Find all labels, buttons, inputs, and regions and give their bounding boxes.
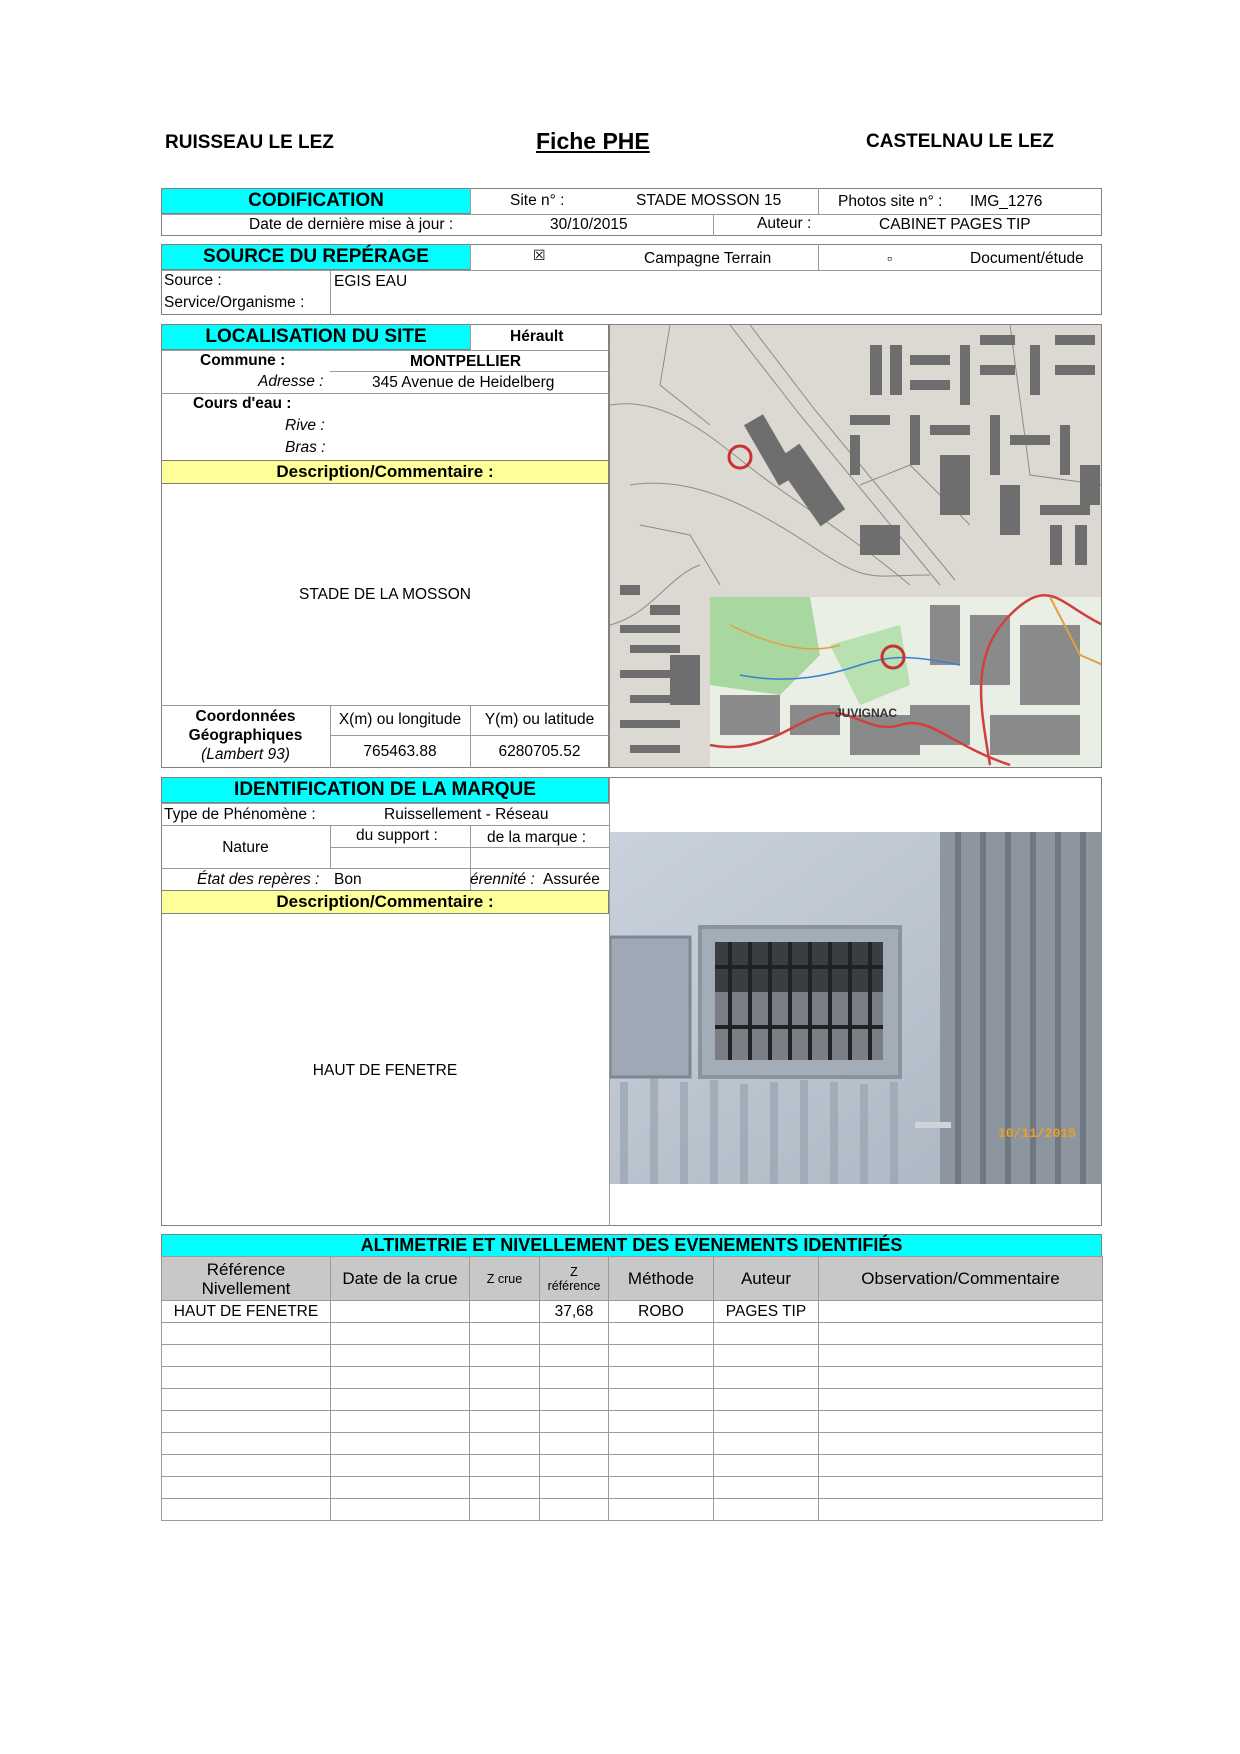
col-methode: Méthode — [609, 1257, 714, 1301]
cell-methode — [609, 1433, 714, 1455]
document-label: Document/étude — [970, 250, 1084, 267]
coord-label-3: (Lambert 93) — [201, 746, 290, 763]
site-label: Site n° : — [510, 192, 565, 209]
table-row — [162, 1301, 1103, 1323]
col-observation: Observation/Commentaire — [819, 1257, 1103, 1301]
etat-value: Bon — [334, 871, 362, 888]
marque-label: de la marque : — [487, 829, 587, 846]
type-value: Ruissellement - Réseau — [384, 806, 549, 823]
cell-obs — [819, 1411, 1103, 1433]
adresse-label: Adresse : — [258, 373, 324, 390]
header-right: CASTELNAU LE LEZ — [866, 131, 1054, 152]
col-auteur: Auteur — [714, 1257, 819, 1301]
page-title: Fiche PHE — [536, 128, 650, 154]
altimetrie-heading: ALTIMETRIE ET NIVELLEMENT DES EVENEMENTS IDENTIFIÉS — [161, 1234, 1102, 1257]
table-row — [162, 1389, 1103, 1411]
y-value: 6280705.52 — [498, 743, 581, 760]
cell-obs — [819, 1323, 1103, 1345]
cadastral-map — [609, 324, 1102, 768]
localisation-heading: LOCALISATION DU SITE — [161, 324, 471, 350]
cell-zcrue — [470, 1389, 540, 1411]
cell-auteur — [714, 1499, 819, 1521]
cell-obs — [819, 1389, 1103, 1411]
cell-ref — [162, 1389, 331, 1411]
y-label: Y(m) ou latitude — [484, 711, 595, 728]
coord-label-1: Coordonnées — [195, 708, 296, 725]
col-zref: Z référence — [540, 1257, 609, 1301]
cell-obs — [819, 1455, 1103, 1477]
x-label: X(m) ou longitude — [338, 711, 462, 728]
table-row — [162, 1411, 1103, 1433]
date-value: 30/10/2015 — [550, 216, 628, 233]
cell-zcrue — [470, 1323, 540, 1345]
cell-zref: 37,68 — [540, 1301, 609, 1323]
cell-ref — [162, 1411, 331, 1433]
commune-value: MONTPELLIER — [410, 353, 522, 370]
col-zcrue: Z crue — [470, 1257, 540, 1301]
col-reference: Référence Nivellement — [162, 1257, 331, 1301]
cell-methode: ROBO — [609, 1301, 714, 1323]
cell-zref — [540, 1389, 609, 1411]
cell-zcrue — [470, 1499, 540, 1521]
support-label: du support : — [356, 827, 438, 844]
rive-label: Rive : — [285, 417, 325, 434]
cell-methode — [609, 1323, 714, 1345]
photo-date-stamp: 10/11/2015 — [998, 1126, 1077, 1141]
cell-date — [331, 1433, 470, 1455]
document-checkbox[interactable]: ▫ — [887, 250, 892, 266]
cell-date — [331, 1301, 470, 1323]
perennite-label: érennité : — [470, 871, 535, 888]
cell-zref — [540, 1367, 609, 1389]
cell-auteur — [714, 1367, 819, 1389]
photos-value: IMG_1276 — [970, 193, 1043, 210]
cell-date — [331, 1477, 470, 1499]
cell-methode — [609, 1499, 714, 1521]
table-row — [162, 1433, 1103, 1455]
auteur-label: Auteur : — [757, 215, 812, 232]
cell-auteur — [714, 1433, 819, 1455]
cell-zcrue — [470, 1455, 540, 1477]
identification-desc-heading: Description/Commentaire : — [161, 890, 609, 914]
cell-zref — [540, 1433, 609, 1455]
cell-obs — [819, 1301, 1103, 1323]
cell-zcrue — [470, 1477, 540, 1499]
cell-auteur — [714, 1477, 819, 1499]
cell-date — [331, 1499, 470, 1521]
col-date: Date de la crue — [331, 1257, 470, 1301]
coord-label-2: Géographiques — [188, 727, 303, 744]
cours-label: Cours d'eau : — [193, 395, 292, 412]
localisation-desc-heading: Description/Commentaire : — [161, 460, 609, 484]
cell-zcrue — [470, 1345, 540, 1367]
identification-desc-value: HAUT DE FENETRE — [312, 1062, 458, 1079]
source-heading: SOURCE DU REPÉRAGE — [161, 244, 471, 270]
cell-zref — [540, 1455, 609, 1477]
source-label: Source : — [164, 272, 222, 289]
nature-label: Nature — [222, 839, 269, 856]
cell-auteur — [714, 1411, 819, 1433]
cell-auteur — [714, 1389, 819, 1411]
cell-date — [331, 1455, 470, 1477]
table-row — [162, 1345, 1103, 1367]
cell-auteur: PAGES TIP — [714, 1301, 819, 1323]
altimetrie-table — [161, 1256, 1103, 1521]
cell-obs — [819, 1345, 1103, 1367]
auteur-value: CABINET PAGES TIP — [879, 216, 1031, 233]
x-value: 765463.88 — [363, 743, 437, 760]
codification-heading: CODIFICATION — [161, 188, 471, 214]
cell-zcrue — [470, 1301, 540, 1323]
campagne-checkbox[interactable]: ☒ — [533, 247, 546, 263]
type-label: Type de Phénomène : — [164, 806, 316, 823]
cell-ref — [162, 1455, 331, 1477]
cell-date — [331, 1323, 470, 1345]
bras-label: Bras : — [285, 439, 326, 456]
cell-ref — [162, 1345, 331, 1367]
cell-ref — [162, 1433, 331, 1455]
cell-zref — [540, 1411, 609, 1433]
table-row — [162, 1499, 1103, 1521]
table-row — [162, 1477, 1103, 1499]
cell-zref — [540, 1345, 609, 1367]
cell-methode — [609, 1345, 714, 1367]
source-value: EGIS EAU — [334, 273, 408, 290]
table-row — [162, 1323, 1103, 1345]
cell-zcrue — [470, 1433, 540, 1455]
commune-label: Commune : — [200, 352, 286, 369]
cell-methode — [609, 1389, 714, 1411]
localisation-desc-value: STADE DE LA MOSSON — [299, 586, 471, 603]
header-left: RUISSEAU LE LEZ — [165, 132, 334, 153]
cell-zref — [540, 1499, 609, 1521]
table-row — [162, 1455, 1103, 1477]
cell-ref — [162, 1477, 331, 1499]
date-label: Date de dernière mise à jour : — [249, 216, 454, 233]
cell-date — [331, 1411, 470, 1433]
cell-ref: HAUT DE FENETRE — [162, 1301, 331, 1323]
cell-methode — [609, 1367, 714, 1389]
cell-zcrue — [470, 1367, 540, 1389]
service-label: Service/Organisme : — [164, 294, 305, 311]
cell-date — [331, 1389, 470, 1411]
site-photo — [610, 832, 1102, 1184]
identification-heading: IDENTIFICATION DE LA MARQUE — [161, 777, 609, 803]
cell-date — [331, 1367, 470, 1389]
cell-obs — [819, 1367, 1103, 1389]
cell-zcrue — [470, 1411, 540, 1433]
cell-obs — [819, 1433, 1103, 1455]
adresse-value: 345 Avenue de Heidelberg — [372, 374, 555, 391]
map-place-label: JUVIGNAC — [835, 706, 898, 720]
cell-ref — [162, 1367, 331, 1389]
site-value: STADE MOSSON 15 — [636, 192, 782, 209]
cell-obs — [819, 1499, 1103, 1521]
table-header-row — [162, 1257, 1103, 1301]
cell-auteur — [714, 1323, 819, 1345]
perennite-value: Assurée — [543, 871, 600, 888]
cell-date — [331, 1345, 470, 1367]
table-row — [162, 1367, 1103, 1389]
cell-methode — [609, 1477, 714, 1499]
cell-auteur — [714, 1345, 819, 1367]
cell-obs — [819, 1477, 1103, 1499]
cell-zref — [540, 1477, 609, 1499]
departement: Hérault — [510, 328, 564, 345]
cell-ref — [162, 1499, 331, 1521]
cell-methode — [609, 1455, 714, 1477]
photos-label: Photos site n° : — [838, 193, 943, 210]
cell-auteur — [714, 1455, 819, 1477]
etat-label: État des repères : — [197, 871, 320, 888]
cell-ref — [162, 1323, 331, 1345]
campagne-label: Campagne Terrain — [644, 250, 772, 267]
cell-zref — [540, 1323, 609, 1345]
cell-methode — [609, 1411, 714, 1433]
